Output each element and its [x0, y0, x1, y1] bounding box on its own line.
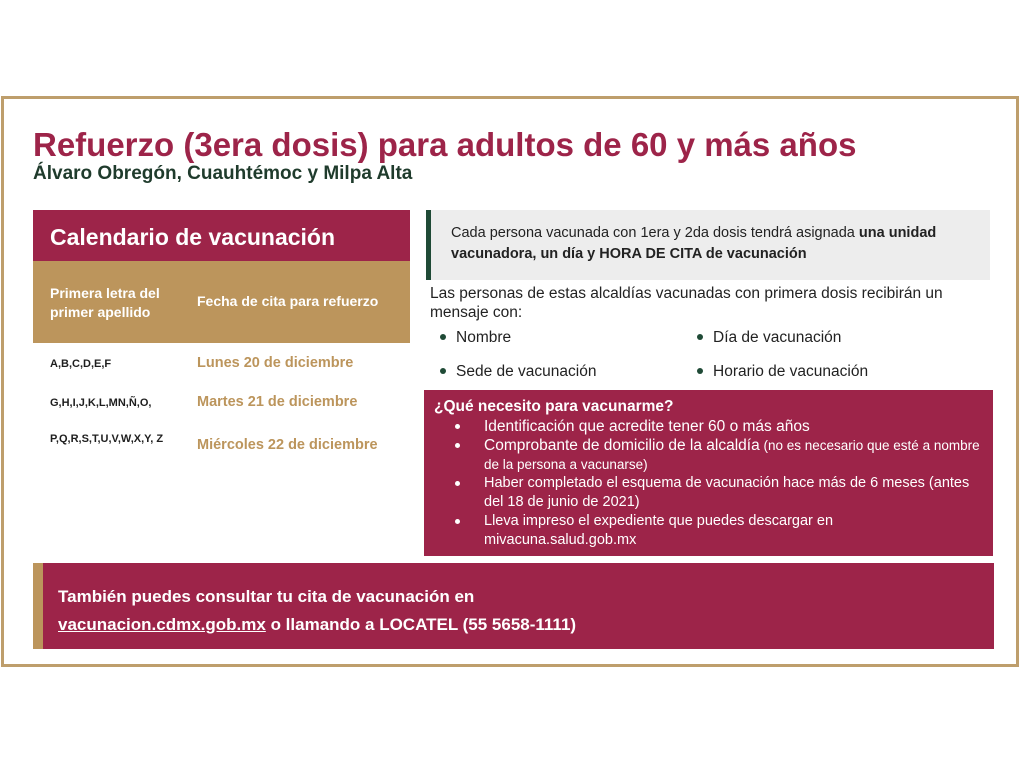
bullet-icon — [440, 334, 446, 340]
message-item: Sede de vacunación — [440, 363, 596, 381]
requirements-list — [434, 417, 983, 550]
message-list — [440, 329, 1000, 389]
requirement-item: Haber completado el esquema de vacunación hace más de 6 meses (antes del 18 de junio de 2021) — [434, 474, 983, 512]
calendar-date: Miércoles 22 de diciembre — [197, 437, 378, 453]
calendar-letters: P,Q,R,S,T,U,V,W,X,Y, Z — [50, 433, 164, 445]
calendar-letters: G,H,I,J,K,L,MN,Ñ,O, — [50, 397, 152, 409]
vacunacion-link[interactable]: vacunacion.cdmx.gob.mx — [58, 615, 266, 634]
bullet-icon — [697, 368, 703, 374]
calendar-date: Lunes 20 de diciembre — [197, 355, 354, 371]
bullet-icon — [455, 519, 460, 524]
bullet-icon — [697, 334, 703, 340]
column-date-label: Fecha de cita para refuerzo — [197, 293, 379, 309]
calendar-date: Martes 21 de diciembre — [197, 394, 358, 410]
bullet-icon — [455, 443, 460, 448]
bullet-icon — [440, 368, 446, 374]
banner-line1: También puedes consultar tu cita de vacunación en — [58, 587, 475, 606]
banner-line2 — [58, 611, 994, 639]
message-intro: Las personas de estas alcaldías vacunadas con primera dosis recibirán un mensaje con: — [430, 285, 943, 321]
calendar-column-header — [33, 261, 410, 343]
info-text: Cada persona vacunada con 1era y 2da dosis tendrá asignada — [451, 225, 859, 241]
calendar-heading: Calendario de vacunación — [33, 210, 410, 261]
page-title: Refuerzo (3era dosis) para adultos de 60 y más años — [33, 126, 857, 163]
bullet-icon — [455, 424, 460, 429]
message-item: Día de vacunación — [697, 329, 841, 347]
appointment-info-box — [426, 210, 990, 280]
requirements-box — [424, 390, 993, 556]
info-text-bold: una unidad vacunadora, un día y HORA DE CITA de vacunación — [451, 225, 937, 262]
requirement-item: Identificación que acredite tener 60 o más años — [434, 417, 983, 436]
banner-locatel-text: o llamando a LOCATEL (55 5658-1111) — [265, 615, 577, 634]
message-item: Horario de vacunación — [697, 363, 868, 381]
column-letters-label: Primera letra del primer apellido — [50, 285, 160, 320]
page-subtitle: Álvaro Obregón, Cuauhtémoc y Milpa Alta — [33, 163, 413, 184]
calendar-letters: A,B,C,D,E,F — [50, 358, 112, 370]
message-item: Nombre — [440, 329, 511, 347]
contact-banner — [33, 563, 994, 649]
requirement-item: Comprobante de domicilio de la alcaldía (no es necesario que esté a nombre de la persona a vacunarse) — [434, 436, 983, 474]
bullet-icon — [455, 481, 460, 486]
requirement-item: Lleva impreso el expediente que puedes descargar en mivacuna.salud.gob.mx — [434, 512, 983, 550]
requirements-title: ¿Qué necesito para vacunarme? — [434, 398, 674, 415]
